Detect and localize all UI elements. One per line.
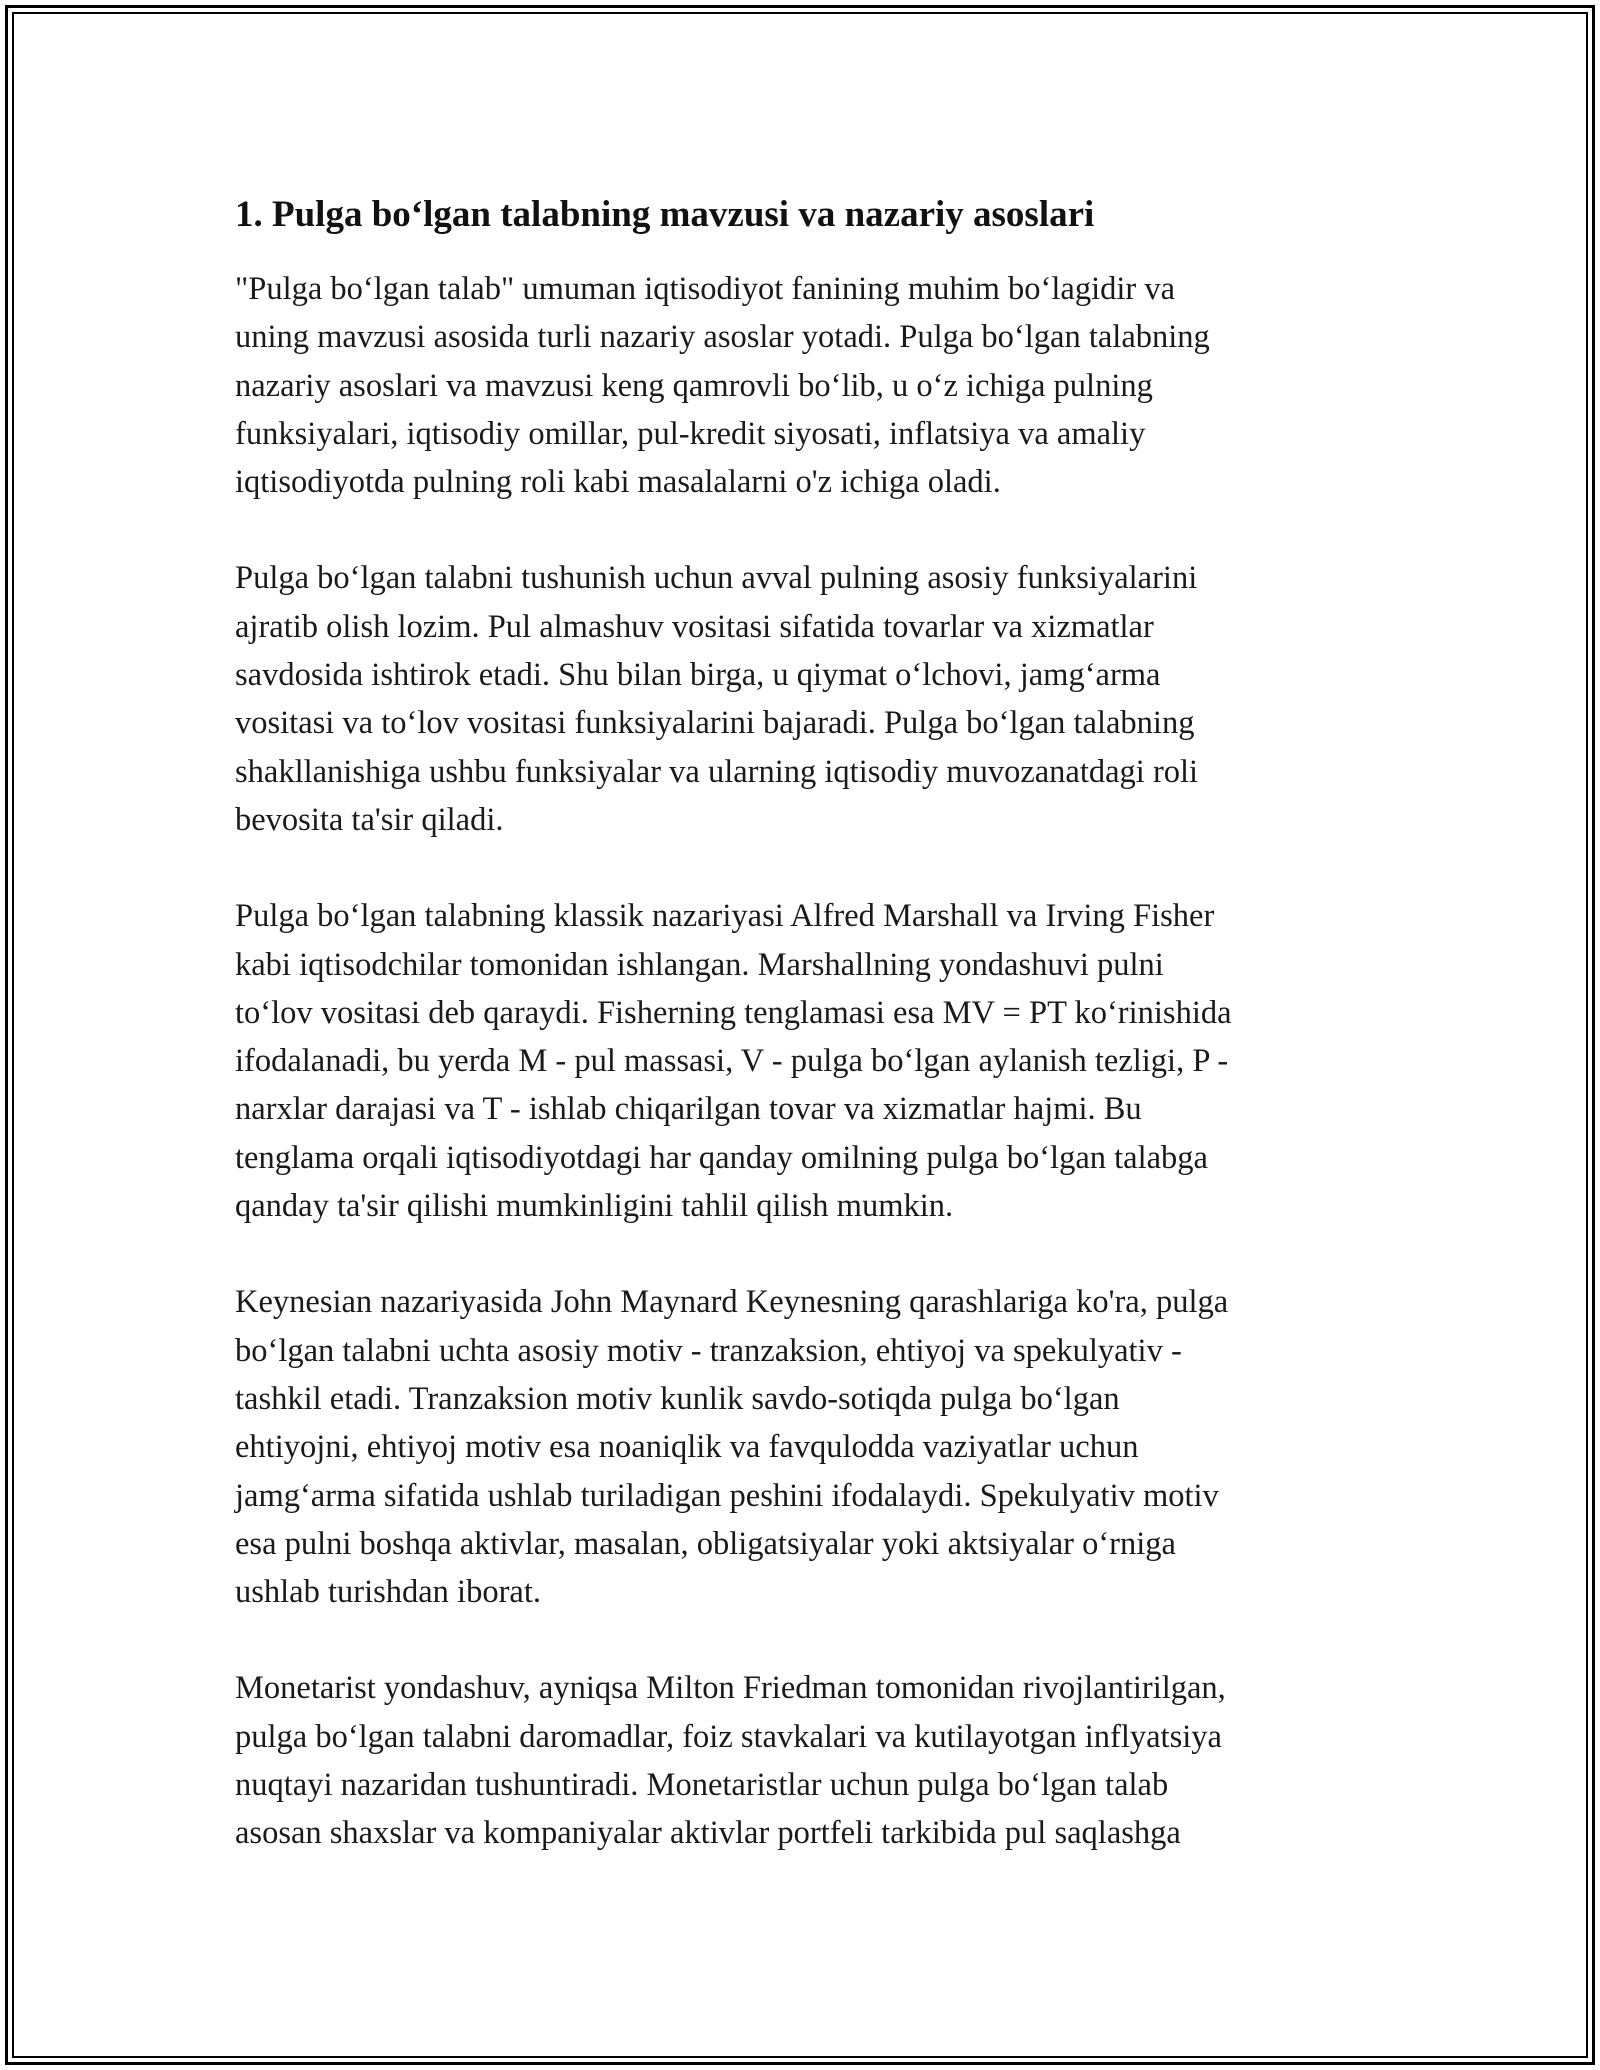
paragraph-functions [235, 554, 1375, 844]
text-line: jamg‘arma sifatida ushlab turiladigan peshini ifodalaydi. Spekulyativ motiv [235, 1477, 1219, 1514]
text-line: shakllanishiga ushbu funksiyalar va ularning iqtisodiy muvozanatdagi roli [235, 753, 1199, 790]
paragraph-intro [235, 265, 1375, 506]
text-line: funksiyalari, iqtisodiy omillar, pul-kredit siyosati, inflatsiya va amaliy [235, 415, 1146, 452]
text-line: nazariy asoslari va mavzusi keng qamrovli bo‘lib, u o‘z ichiga pulning [235, 367, 1153, 404]
text-line: savdosida ishtirok etadi. Shu bilan birga, u qiymat o‘lchovi, jamg‘arma [235, 657, 1161, 694]
text-line: kabi iqtisodchilar tomonidan ishlangan. Marshallning yondashuvi pulni [235, 946, 1164, 983]
text-line: ajratib olish lozim. Pul almashuv vositasi sifatida tovarlar va xizmatlar [235, 608, 1154, 645]
text-line: "Pulga bo‘lgan talab" umuman iqtisodiyot fanining muhim bo‘lagidir va [235, 271, 1176, 307]
text-line: narxlar darajasi va T - ishlab chiqarilgan tovar va xizmatlar hajmi. Bu [235, 1091, 1142, 1128]
text-line: uning mavzusi asosida turli nazariy asoslar yotadi. Pulga bo‘lgan talabning [235, 319, 1210, 356]
text-line: tashkil etadi. Tranzaksion motiv kunlik savdo-sotiqda pulga bo‘lgan [235, 1380, 1120, 1417]
text-line: Monetarist yondashuv, ayniqsa Milton Friedman tomonidan rivojlantirilgan, [235, 1670, 1226, 1707]
paragraph-keynesian-theory [235, 1278, 1375, 1616]
text-line: nuqtayi nazaridan tushuntiradi. Monetaristlar uchun pulga bo‘lgan talab [235, 1767, 1169, 1804]
text-line: tenglama orqali iqtisodiyotdagi har qanday omilning pulga bo‘lgan talabga [235, 1139, 1208, 1176]
text-line: qanday ta'sir qilishi mumkinligini tahlil qilish mumkin. [235, 1188, 954, 1225]
text-line: pulga bo‘lgan talabni daromadlar, foiz stavkalari va kutilayotgan inflyatsiya [235, 1718, 1222, 1755]
text-line: bo‘lgan talabni uchta asosiy motiv - tranzaksion, ehtiyoj va spekulyativ - [235, 1332, 1182, 1369]
text-line: Pulga bo‘lgan talabni tushunish uchun avval pulning asosiy funksiyalarini [235, 560, 1198, 597]
text-line: ifodalanadi, bu yerda M - pul massasi, V - pulga bo‘lgan aylanish tezligi, P - [235, 1043, 1229, 1080]
paragraph-monetarist-approach [235, 1664, 1375, 1857]
text-line: Keynesian nazariyasida John Maynard Keynesning qarashlariga ko'ra, pulga [235, 1284, 1229, 1321]
text-line: bevosita ta'sir qiladi. [235, 801, 504, 838]
text-line: to‘lov vositasi deb qaraydi. Fisherning tenglamasi esa MV = PT ko‘rinishida [235, 994, 1232, 1031]
text-line: ehtiyojni, ehtiyoj motiv esa noaniqlik va favqulodda vaziyatlar uchun [235, 1429, 1139, 1466]
document-body [235, 187, 1375, 1906]
text-line: iqtisodiyotda pulning roli kabi masalalarni o'z ichiga oladi. [235, 464, 1001, 501]
text-line: esa pulni boshqa aktivlar, masalan, obligatsiyalar yoki aktsiyalar o‘rniga [235, 1525, 1176, 1562]
text-line: Pulga bo‘lgan talabning klassik nazariyasi Alfred Marshall va Irving Fisher [235, 898, 1215, 935]
section-heading: 1. Pulga bo‘lgan talabning mavzusi va nazariy asoslari [235, 194, 1095, 235]
paragraph-classical-theory [235, 892, 1375, 1230]
text-line: vositasi va to‘lov vositasi funksiyalarini bajaradi. Pulga bo‘lgan talabning [235, 705, 1195, 742]
text-line: asosan shaxslar va kompaniyalar aktivlar portfeli tarkibida pul saqlashga [235, 1815, 1181, 1852]
text-line: ushlab turishdan iborat. [235, 1574, 541, 1611]
